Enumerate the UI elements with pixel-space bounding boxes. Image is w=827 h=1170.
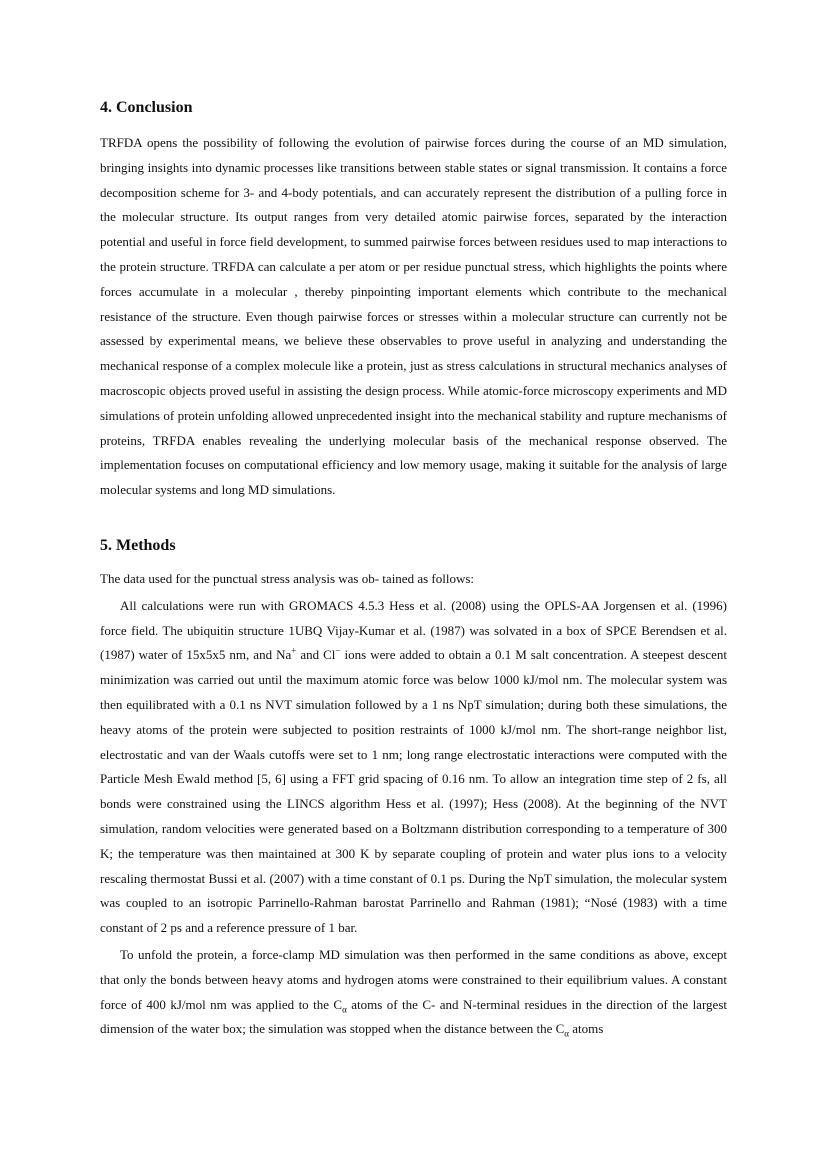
methods-p2-text-a: To unfold the protein, a force-clamp MD simulation was then performed in the same conditions as above, except that only the bonds between heavy atoms and hydrogen atoms were constrained to their equilibrium values. A constant force of 400 kJ/mol nm was applied to the C xyxy=(100,946,727,1012)
methods-p2-text-c: atoms xyxy=(569,1021,604,1037)
methods-section xyxy=(100,534,727,1042)
conclusion-heading: 4. Conclusion xyxy=(100,99,193,116)
document-page xyxy=(100,96,727,1042)
chloride-charge-superscript: − xyxy=(335,646,341,657)
methods-intro: The data used for the punctual stress analysis was ob- tained as follows: xyxy=(100,570,475,586)
methods-p1-text-a: All calculations were run with GROMACS 4.5.3 Hess et al. (2008) using the OPLS-AA Jorgensen et al. (1996) force field. The ubiquitin structure 1UBQ Vijay-Kumar et al. (1987) was solvated in a box of SPCE Berendsen et al. (1987) water of 15x5x5 nm, and Na xyxy=(100,597,727,663)
methods-p1-text-b: and Cl xyxy=(296,647,336,663)
conclusion-paragraph: TRFDA opens the possibility of following the evolution of pairwise forces during the course of an MD simulation, bringing insights into dynamic processes like transitions between stable states or signal transmission. It contains a force decomposition scheme for 3- and 4-body potentials, and can accurately represent the distribution of a pulling force in the molecular structure. Its output ranges from very detailed atomic pairwise forces, separated by the interaction potential and useful in force field development, to summed pairwise forces between residues used to map interactions to the protein structure. TRFDA can calculate a per atom or per residue punctual stress, which highlights the points where forces accumulate in a molecular , thereby pinpointing important elements which contribute to the mechanical resistance of the structure. Even though pairwise forces or stresses within a molecular structure can currently not be assessed by experimental means, we believe these observables to prove useful in analyzing and understanding the mechanical response of a complex molecule like a protein, just as stress calculations in structural mechanics analyses of macroscopic objects proved useful in assisting the design process. While atomic-force microscopy experiments and MD simulations of protein unfolding allowed unprecedented insight into the mechanical stability and rupture mechanisms of proteins, TRFDA enables revealing the underlying molecular basis of the mechanical response observed. The implementation focuses on computational efficiency and low memory usage, making it suitable for the analysis of large molecular systems and long MD simulations. xyxy=(100,135,727,498)
conclusion-section xyxy=(100,96,727,503)
methods-p2-text-b: atoms of the C- and N-terminal residues in the direction of the largest dimension of the water box; the simulation was stopped when the distance between the C xyxy=(100,996,727,1037)
sodium-charge-superscript: + xyxy=(291,646,297,657)
methods-heading: 5. Methods xyxy=(100,536,176,554)
c-alpha-subscript: α xyxy=(564,1028,569,1039)
methods-paragraph-simulation-setup xyxy=(100,594,727,941)
c-alpha-subscript: α xyxy=(342,1004,347,1015)
methods-paragraph-force-clamp xyxy=(100,943,727,1042)
methods-p1-text-c: ions were added to obtain a 0.1 M salt concentration. A steepest descent minimization was carried out until the maximum atomic force was below 1000 kJ/mol nm. The molecular system was then equilibrated with a 0.1 ns NVT simulation followed by a 1 ns NpT simulation; during both these simulations, the heavy atoms of the protein were subjected to position restraints of 1000 kJ/mol nm. The short-range neighbor list, electrostatic and van der Waals cutoffs were set to 1 nm; long range electrostatic interactions were computed with the Particle Mesh Ewald method [5, 6] using a FFT grid spacing of 0.16 nm. To allow an integration time step of 2 fs, all bonds were constrained using the LINCS algorithm Hess et al. (1997); Hess (2008). At the beginning of the NVT simulation, random velocities were generated based on a Boltzmann distribution corresponding to a temperature of 300 K; the temperature was then maintained at 300 K by separate coupling of protein and water plus ions to a velocity rescaling thermostat Bussi et al. (2007) with a time constant of 0.1 ps. During the NpT simulation, the molecular system was coupled to an isotropic Parrinello-Rahman barostat Parrinello and Rahman (1981); “Nosé (1983) with a time constant of 2 ps and a reference pressure of 1 bar. xyxy=(100,647,727,936)
